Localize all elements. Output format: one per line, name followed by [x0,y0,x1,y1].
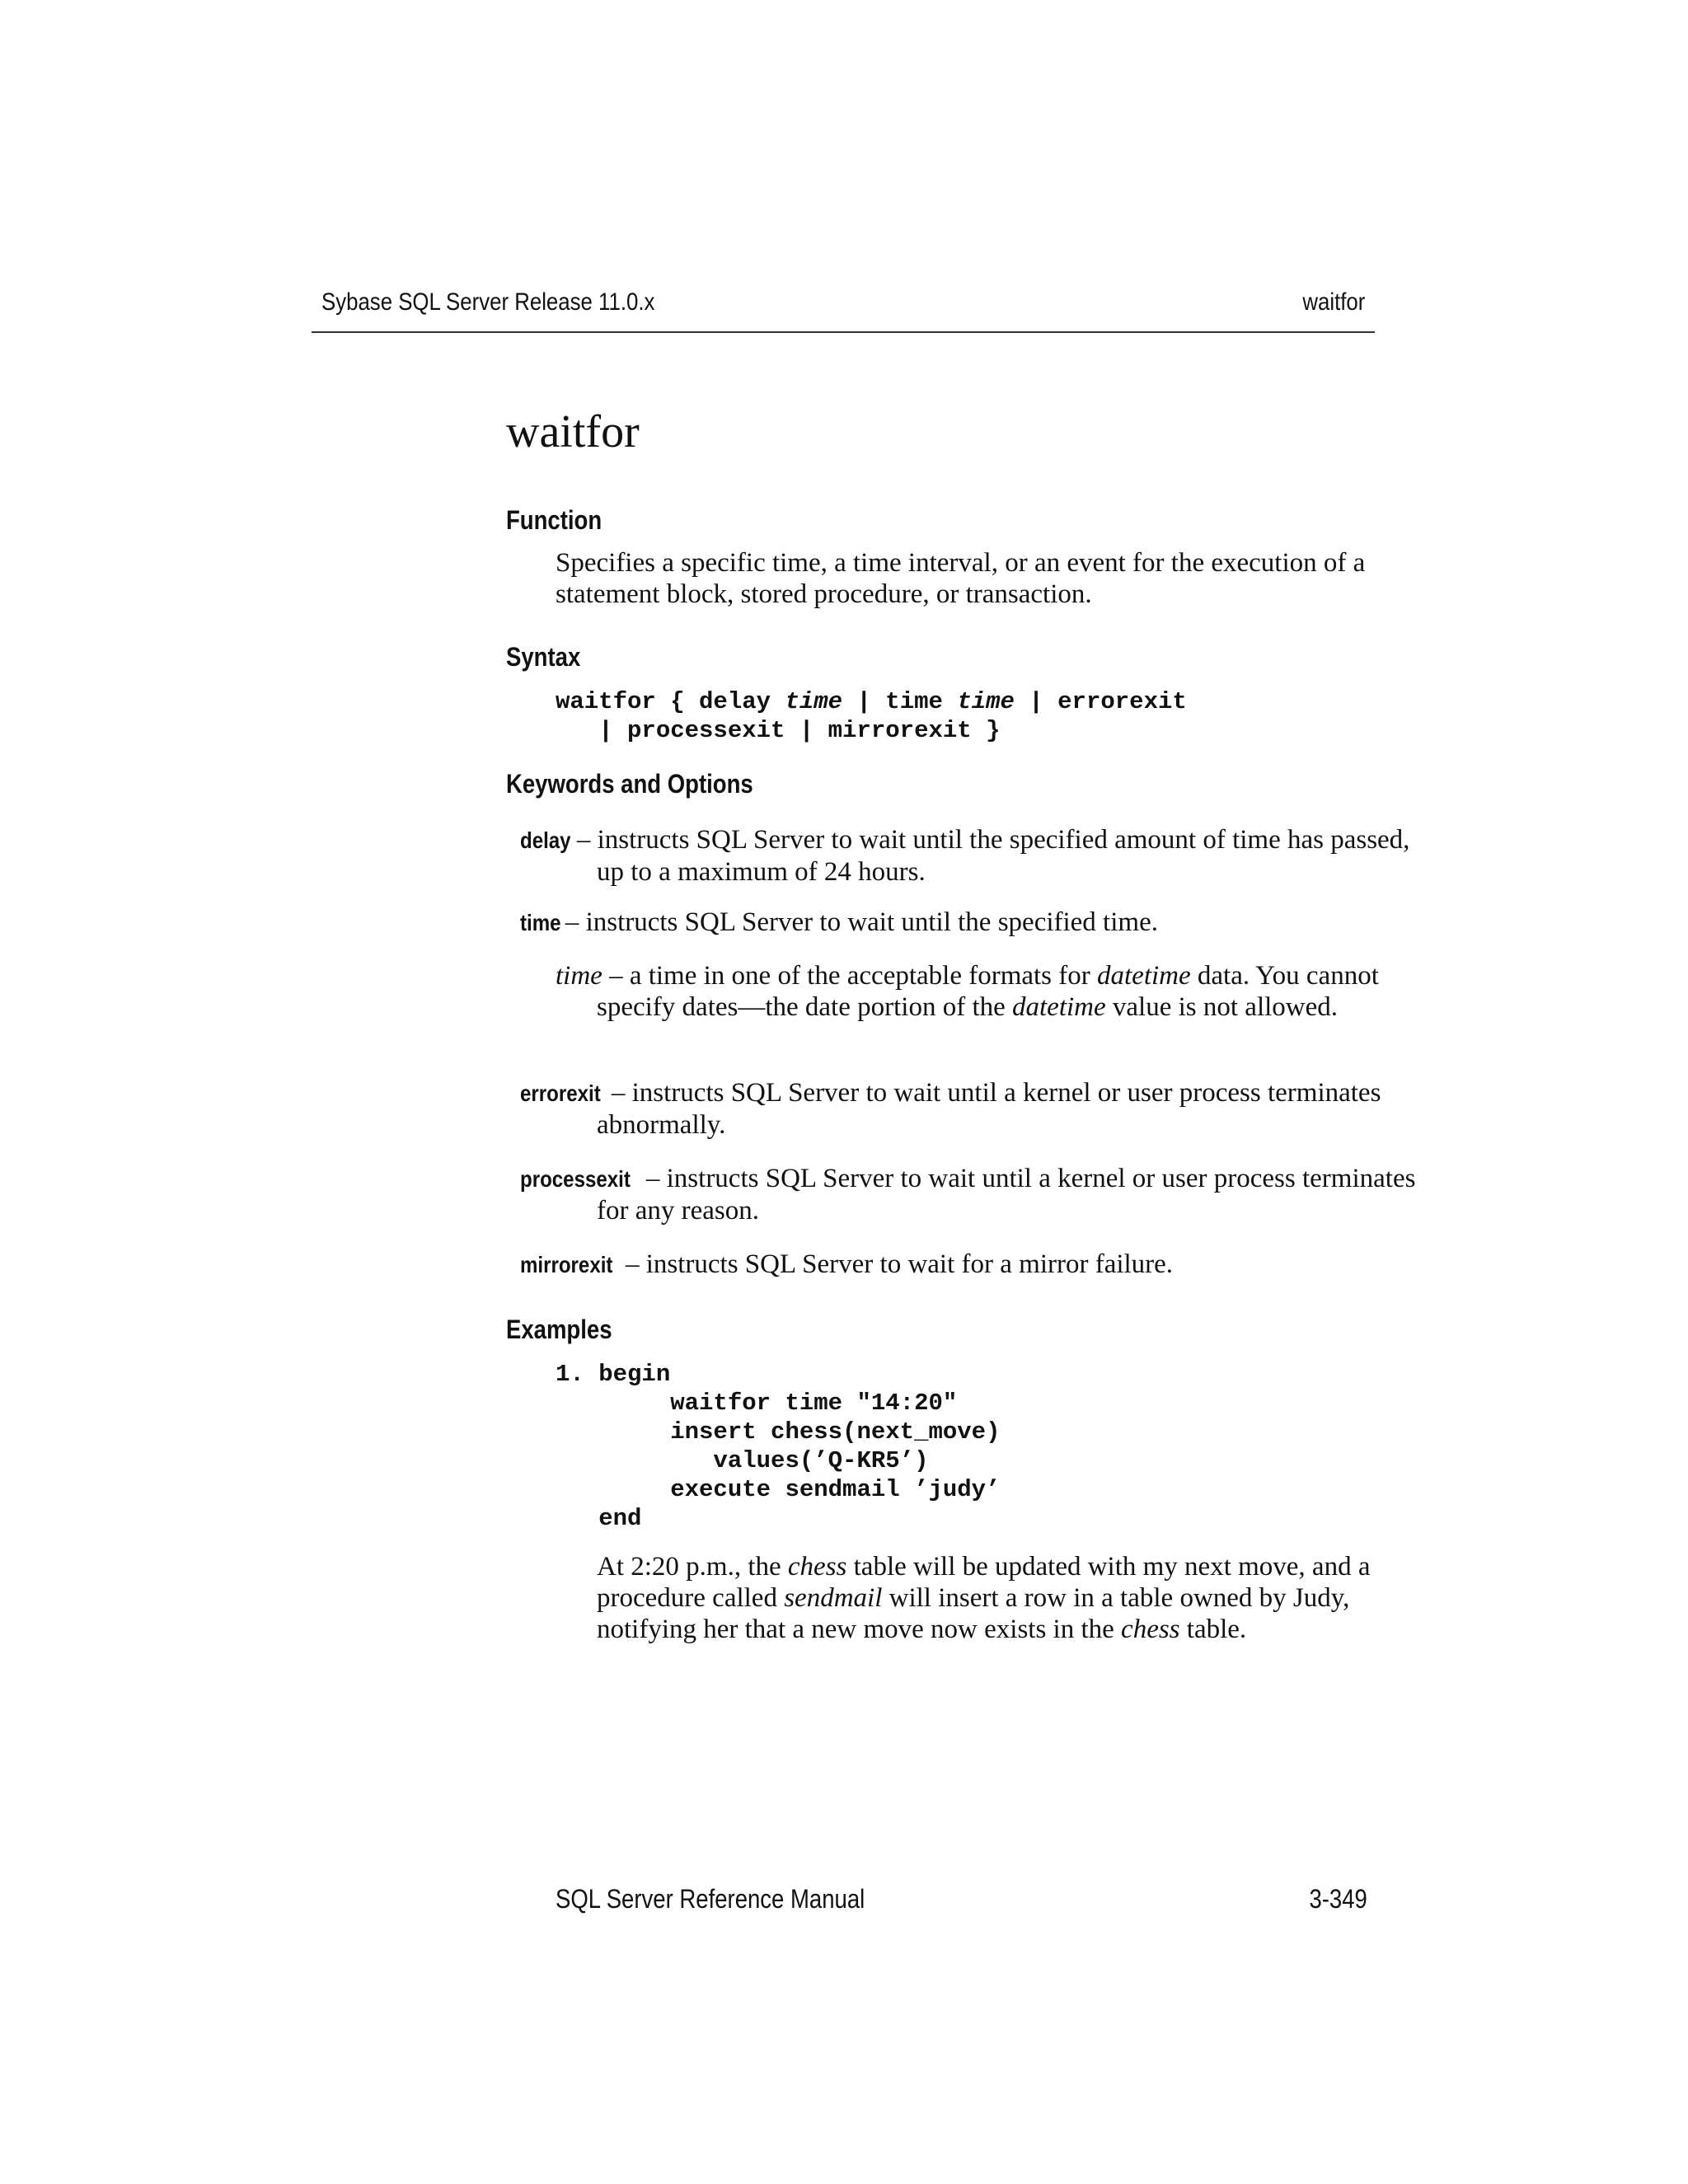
example-text: will insert a row in a table owned by Judy, notifying her that a new move now exists in the [597,1583,1350,1644]
syntax-heading: Syntax [506,642,581,672]
function-heading: Function [506,505,603,535]
syntax-arg: time [785,688,843,715]
example-explanation [597,1551,1372,1645]
keyword-description: datetime [1012,992,1106,1022]
keyword-description: – instructs SQL Server to wait for a mirror failure. [618,1249,1174,1279]
example-code: 1. begin waitfor time "14:20" insert chess(next_move) values(’Q-KR5’) execute sendmail ’judy’ end [556,1361,1001,1532]
syntax-code [556,687,1187,745]
example-text: table. [1179,1615,1247,1644]
keyword-description: – instructs SQL Server to wait until a kernel or user process terminates abnormally. [597,1078,1381,1140]
example-text: chess [787,1552,847,1582]
syntax-token: | processexit | mirrorexit } [556,717,1001,744]
keyword-term: time [556,961,603,991]
syntax-arg: time [957,688,1015,715]
syntax-token: | time [842,688,958,715]
keyword-description: – instructs SQL Server to wait until the specified amount of time has passed, up to a maximum of 24 hours. [570,825,1410,887]
example-text: At 2:20 p.m., the [597,1552,788,1582]
keyword-description: datetime [1097,961,1191,991]
keyword-description: – instructs SQL Server to wait until the specified time. [558,907,1158,937]
header-product-release: Sybase SQL Server Release 11.0.x [321,288,655,316]
keyword-item-delay [520,824,1421,888]
keyword-term: delay [520,827,571,853]
example-text: sendmail [784,1583,883,1613]
keyword-term: time [520,910,561,935]
syntax-token: waitfor { delay [556,688,785,715]
footer-manual-title: SQL Server Reference Manual [556,1884,865,1914]
running-header [312,288,1375,333]
keyword-item-time-value [556,960,1421,1023]
keyword-description: value is not allowed. [1105,992,1339,1022]
function-description: Specifies a specific time, a time interval, or an event for the execution of a statement block, stored procedure, or transaction. [556,548,1366,609]
keywords-heading: Keywords and Options [506,769,753,799]
keyword-term: processexit [520,1166,631,1192]
example-text: chess [1121,1615,1180,1644]
examples-heading: Examples [506,1315,612,1344]
keyword-term: mirrorexit [520,1252,613,1277]
keyword-term: errorexit [520,1080,601,1106]
footer-page-number: 3-349 [1309,1884,1367,1914]
example-text: table will be updated with my next move, and a procedure called [597,1552,1371,1613]
keyword-description: data. You cannot specify dates—the date portion of the [597,961,1379,1022]
keyword-item-processexit [520,1163,1421,1226]
syntax-token: | errorexit [1014,688,1187,715]
keyword-description: – instructs SQL Server to wait until a kernel or user process terminates for any reason. [597,1164,1416,1226]
keyword-item-time [520,907,1421,939]
keyword-description: – a time in one of the acceptable formats for [602,961,1097,991]
keyword-item-errorexit [520,1077,1421,1141]
header-topic: waitfor [1302,288,1365,316]
keyword-item-mirrorexit [520,1249,1421,1281]
page-title: waitfor [506,406,640,457]
